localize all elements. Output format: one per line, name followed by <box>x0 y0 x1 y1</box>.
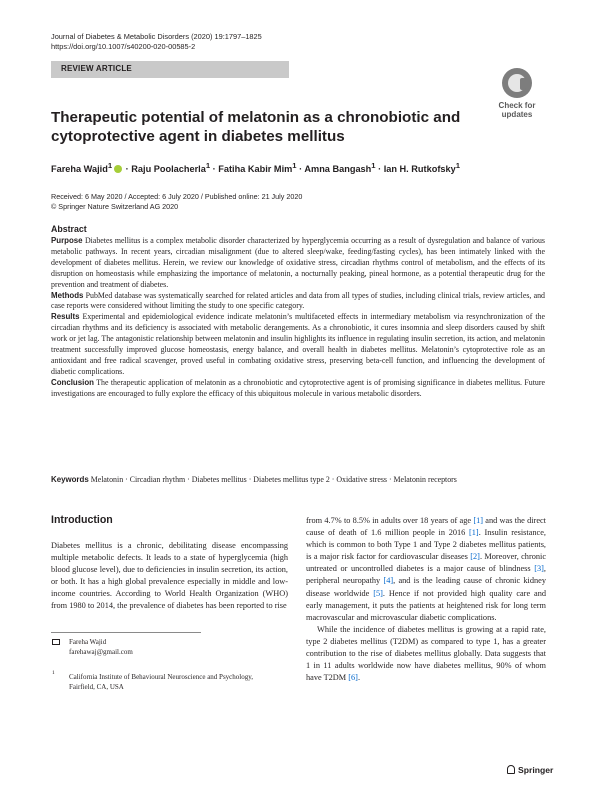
text-run: and was the direct cause of death of 1.6 million people in 2016 <box>306 516 546 538</box>
author-name[interactable]: Ian H. Rutkofsky <box>383 164 456 175</box>
author-name[interactable]: Fareha Wajid <box>51 164 108 175</box>
publication-dates: Received: 6 May 2020 / Accepted: 6 July 2020 / Published online: 21 July 2020 <box>51 192 303 201</box>
check-updates-icon <box>502 68 532 98</box>
text-run: , and is the leading cause of chronic kidney disease worldwide <box>306 576 546 598</box>
author-list <box>51 160 460 175</box>
abstract-purpose <box>51 236 545 291</box>
affiliation-line: California Institute of Behavioural Neuroscience and Psychology, <box>69 673 254 681</box>
springer-horse-icon <box>507 765 515 774</box>
journal-citation: Journal of Diabetes & Metabolic Disorders (2020) 19:1797–1825 <box>51 32 262 41</box>
author-affiliation-sup: 1 <box>107 161 113 170</box>
citation-link[interactable]: [6] <box>348 673 358 683</box>
intro-column-right <box>306 515 546 684</box>
text-run: from 4.7% to 8.5% in adults over 18 years of age <box>306 516 474 525</box>
abstract-methods <box>51 291 545 313</box>
check-updates-line2: updates <box>501 110 533 119</box>
affiliation-line: Fairfield, CA, USA <box>69 683 124 691</box>
conclusion-label: Conclusion <box>51 377 94 387</box>
orcid-icon[interactable] <box>114 165 122 173</box>
citation-link[interactable]: [2] <box>470 552 480 562</box>
author-affiliation-sup: 1 <box>455 161 460 170</box>
text-run: . Insulin resistance, which is common to both Type 1 and Type 2 diabetes mellitus patients, is a major risk factor for cardiovascular diseases <box>306 528 546 562</box>
author-name[interactable]: Fatiha Kabir Mim <box>218 164 293 175</box>
envelope-icon <box>52 639 60 645</box>
copyright-notice: © Springer Nature Switzerland AG 2020 <box>51 202 179 211</box>
conclusion-text: The therapeutic application of melatonin as a chronobiotic and cytoprotective agent is of promising significance in diabetes mellitus. Future investigations are encouraged to fully explore the efficacy of this ubiquitous molecule in various metabolic disorders. <box>51 377 545 398</box>
author-affiliation-sup: 1 <box>371 161 376 170</box>
corresponding-author-name: Fareha Wajid <box>69 638 107 646</box>
author-separator: · <box>210 164 219 175</box>
check-updates-line1: Check for <box>498 101 536 110</box>
article-type-bar <box>51 61 289 78</box>
publisher-logo <box>507 765 553 775</box>
text-run: While the incidence of diabetes mellitus is growing at a rapid rate, type 2 diabetes mellitus (T2DM) as compared to type 1, has a greater contribution to the rise of diabetes mellitus globally. Data suggests that 1 in 11 adults worldwide now have diabetes mellitus, 90% of whom have T2DM <box>306 624 546 683</box>
citation-link[interactable]: [3] <box>534 564 544 574</box>
methods-text: PubMed database was systematically searched for related articles and data from all types of studies, including clinical trials, review articles, and case reports were considered without limiting the study to one specific category. <box>51 290 545 311</box>
results-text: Experimental and epidemiological evidence indicate melatonin’s multifaceted effects in intermediary metabolism via resynchronization of the circadian rhythms and its deficiency is associated with metabolic derangements. As a chronobiotic, it cures insomnia and sleep disorders caused by shift work or jet lag. The antagonistic relationship between melatonin and insulin highlights its influence in regulating insulin secretion, its action, and melatonin treatment successfully improved glucose homeostasis, energy balance, and overall health in diabetes mellitus. Melatonin’s cytoprotective role as an antioxidant and free radical scavenger, proved useful in combating oxidative stress, preserving beta-cell function, and influencing the development of diabetic complications. <box>51 312 545 376</box>
purpose-label: Purpose <box>51 236 83 245</box>
abstract-results <box>51 312 545 377</box>
author-separator: · <box>375 164 384 175</box>
footnote-divider <box>51 632 201 633</box>
text-run: , peripheral neuropathy <box>306 564 546 586</box>
publisher-name: Springer <box>518 765 554 775</box>
abstract-conclusion <box>51 378 545 400</box>
text-run: . Hence if not provided high quality care and early management, it puts the patients at heightened risk for long term macrovascular and microvascular diabetic complications. <box>306 588 546 622</box>
abstract-body <box>51 236 545 400</box>
results-label: Results <box>51 312 80 322</box>
text-run: . Moreover, chronic untreated or uncontrolled diabetes is a major cause of blindness <box>306 552 547 574</box>
intro-paragraph: Diabetes mellitus is a chronic, debilitating disease encompassing multiple metabolic defects. It leads to a state of hyperglycemia (high blood glucose level), due to deficiencies in insulin secretion, its action, or both. It has a high global prevalence especially in middle and low-income countries. According to World Health Organization (WHO) from 1980 to 2014, the prevalence of diabetes has been reported to rise <box>51 541 288 611</box>
author-separator: · <box>123 164 132 175</box>
keywords-text: Melatonin · Circadian rhythm · Diabetes mellitus · Diabetes mellitus type 2 · Oxidative stress · Melatonin receptors <box>90 475 457 484</box>
citation-link[interactable]: [4] <box>383 576 394 586</box>
corresponding-author-email[interactable]: farehawaj@gmail.com <box>69 648 133 656</box>
intro-column-left <box>51 540 288 613</box>
intro-paragraph <box>306 624 546 684</box>
intro-paragraph <box>306 515 546 624</box>
article-type-label: REVIEW ARTICLE <box>61 64 132 73</box>
author-affiliation-sup: 1 <box>292 161 297 170</box>
author-name[interactable]: Raju Poolacherla <box>131 164 206 175</box>
section-heading-introduction: Introduction <box>51 514 113 526</box>
text-run: . <box>357 673 361 683</box>
abstract-heading: Abstract <box>51 224 87 234</box>
methods-label: Methods <box>51 290 84 300</box>
purpose-text: Diabetes mellitus is a complex metabolic disorder characterized by hyperglycemia occurring as a result of dysregulation and balance of various metabolic pathways. In recent years, circadian misalignment (due to altered sleep/wake, feeding/fasting cycles), has been intimately linked with the development of diabetes mellitus. Herein, we review our knowledge of oxidative stress, circadian rhythms control of metabolism, and the effects of its disruption on homeostasis while emphasizing the importance of melatonin, a nocturnally peaking, pineal hormone, as a potential therapeutic drug for the prevention and treatment of diabetes. <box>51 236 545 289</box>
citation-link[interactable]: [5] <box>373 588 383 598</box>
author-separator: · <box>296 164 305 175</box>
affiliation-number: 1 <box>52 670 55 676</box>
keywords <box>51 474 545 485</box>
check-for-updates-button[interactable] <box>491 68 543 124</box>
citation-link[interactable]: [1] <box>469 528 479 538</box>
citation-link[interactable]: [1] <box>473 516 484 525</box>
author-name[interactable]: Amna Bangash <box>304 164 372 175</box>
article-title: Therapeutic potential of melatonin as a chronobiotic and cytoprotective agent in diabetes mellitus <box>51 109 461 145</box>
keywords-label: Keywords <box>51 475 89 484</box>
author-affiliation-sup: 1 <box>205 161 211 170</box>
doi-link[interactable]: https://doi.org/10.1007/s40200-020-00585-2 <box>51 42 196 51</box>
